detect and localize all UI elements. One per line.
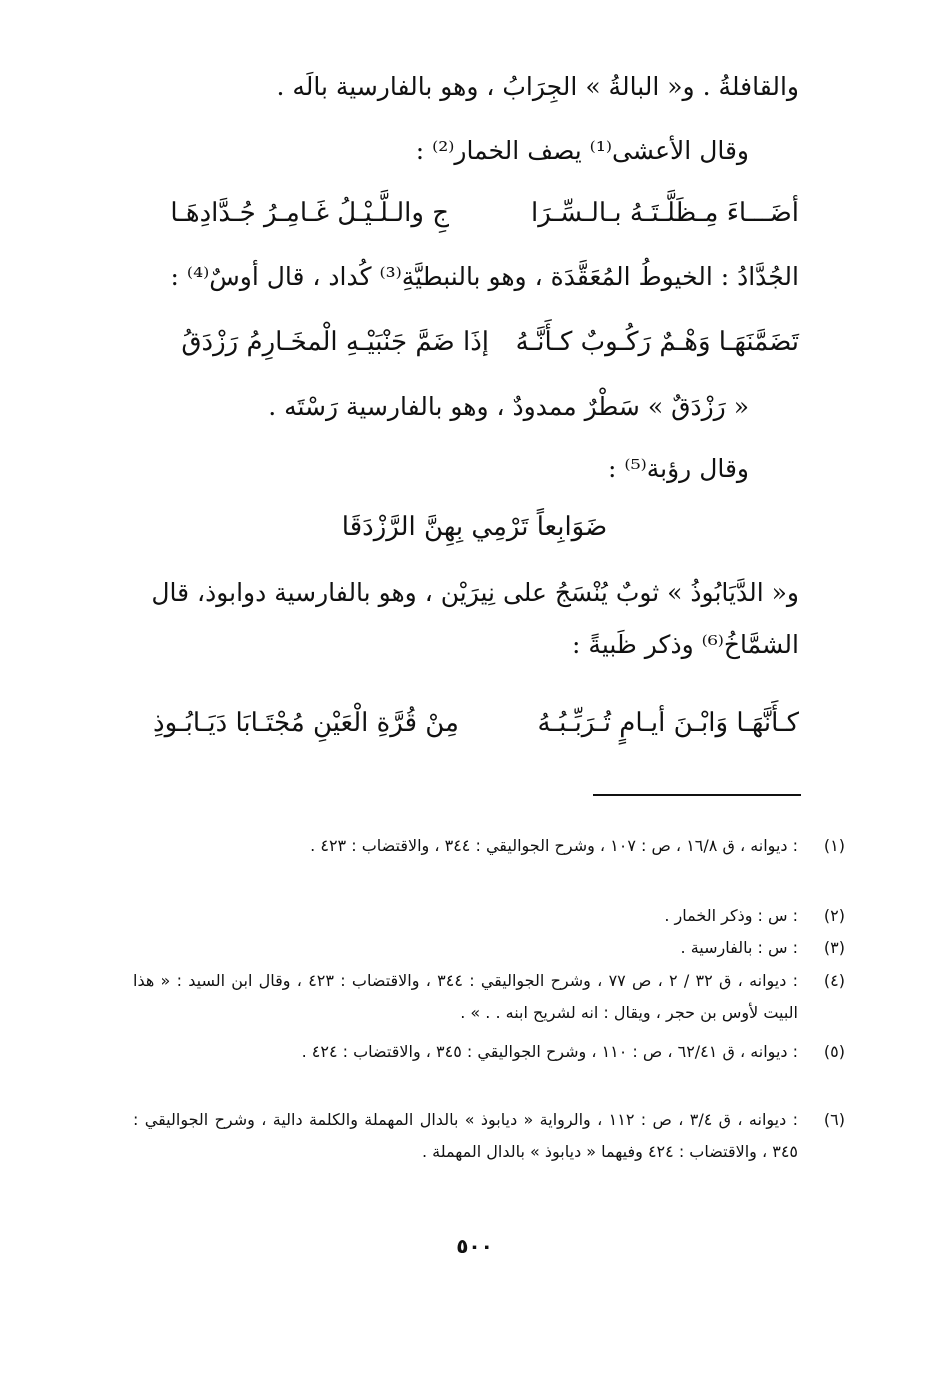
footnote-number: (٦) xyxy=(823,1110,845,1129)
footnote-text: : س : بالفارسية . xyxy=(680,938,798,957)
footnote-text: : ديوانه ، ق ٦٢/٤١ ، ص : ١١٠ ، وشرح الجواليقي : ٣٤٥ ، والاقتضاب : ٤٢٤ . xyxy=(301,1042,798,1061)
body-line-1: والقافلةُ . و« البالةُ » الجِرَابُ ، وهو بالفارسية بالَه . xyxy=(276,72,799,101)
footnote-6 xyxy=(133,1104,845,1168)
body-line-9: و« الدَّيَابُوذُ » ثوبٌ يُنْسَجُ على نِيرَيْن ، وهو بالفارسية دوابوذ، قال xyxy=(151,578,799,607)
footnote-5 xyxy=(133,1036,845,1068)
verse-2-second-hemistich: إذَا ضَمَّ جَنْبَيْـهِ الْمخَـارِمُ رَزْدَقُ xyxy=(181,327,489,357)
verse-3: ضَوَابِعاً تَرْمِي بِهِنَّ الرَّزْدَقَا xyxy=(341,512,608,542)
footnote-text: : ديوانه ، ق ١٦/٨ ، ص : ١٠٧ ، وشرح الجواليقي : ٣٤٤ ، والاقتضاب : ٤٢٣ . xyxy=(310,836,798,855)
body-line-2: وقال الأعشى⁽¹⁾ يصف الخمار⁽²⁾ : xyxy=(415,136,749,165)
body-line-4: الجُدَّادُ : الخيوطُ المُعَقَّدَة ، وهو بالنبطيَّةِ⁽³⁾ كُداد ، قال أوسٌ⁽⁴⁾ : xyxy=(170,262,799,291)
footnote-4 xyxy=(133,965,845,1029)
footnote-2 xyxy=(133,900,845,932)
footnote-1 xyxy=(133,830,845,862)
footnote-number: (١) xyxy=(823,836,845,855)
body-line-7: وقال رؤبة⁽⁵⁾ : xyxy=(608,454,749,483)
footnote-number: (٣) xyxy=(823,938,845,957)
footnote-number: (٢) xyxy=(823,906,845,925)
footnote-text: : ديوانه ، ق ٣/٤ ، ص : ١١٢ ، والرواية « ديابوذ » بالدال المهملة والكلمة دالية ، وشرح الجواليقي : ٣٤٥ ، والاقتضاب : ٤٢٤ وفيهما « ديابوذ » بالدال المهملة . xyxy=(133,1110,798,1161)
verse-1-second-hemistich: جِ والـلَّـيْـلُ غَـامِـرُ جُـدَّادِهَـا xyxy=(170,198,449,228)
verse-4-first-hemistich: كـأَنَّهَـا وَابْـنَ أيـامٍ تُـرَبِّـبُـهُ xyxy=(537,708,799,738)
footnote-text: : س : وذكر الخمار . xyxy=(664,906,798,925)
footnote-3 xyxy=(133,932,845,964)
page-number: ٥٠٠ xyxy=(456,1234,493,1258)
footnote-separator xyxy=(593,794,801,796)
footnote-number: (٥) xyxy=(823,1042,845,1061)
body-line-6: « رَزْدَقٌ » سَطْرٌ ممدودٌ ، وهو بالفارسية رَسْتَه . xyxy=(268,392,749,421)
footnote-text: : ديوانه ، ق ٣٢ / ٢ ، ص ٧٧ ، وشرح الجواليقي : ٣٤٤ ، والاقتضاب : ٤٢٣ ، وقال ابن السيد : « هذا البيت لأوس بن حجر ، ويقال : انه لشريح ابنه . . » . xyxy=(133,971,799,1022)
body-line-10: الشمَّاخُ⁽⁶⁾ وذكر ظَبيةً : xyxy=(572,630,799,659)
verse-4-second-hemistich: مِنْ قُرَّةِ الْعَيْنِ مُجْتَـابَا دَيَـابُـوذِ xyxy=(153,708,459,738)
verse-1-first-hemistich: أضَـــاءَ مِـظَلَّـتَـهُ بـالـسِّـرَا xyxy=(530,198,799,228)
footnote-number: (٤) xyxy=(823,971,845,990)
verse-2-first-hemistich: تَضَمَّنَهَـا وَهْـمٌ رَكُـوبٌ كـأَنَّـهُ xyxy=(515,327,799,357)
